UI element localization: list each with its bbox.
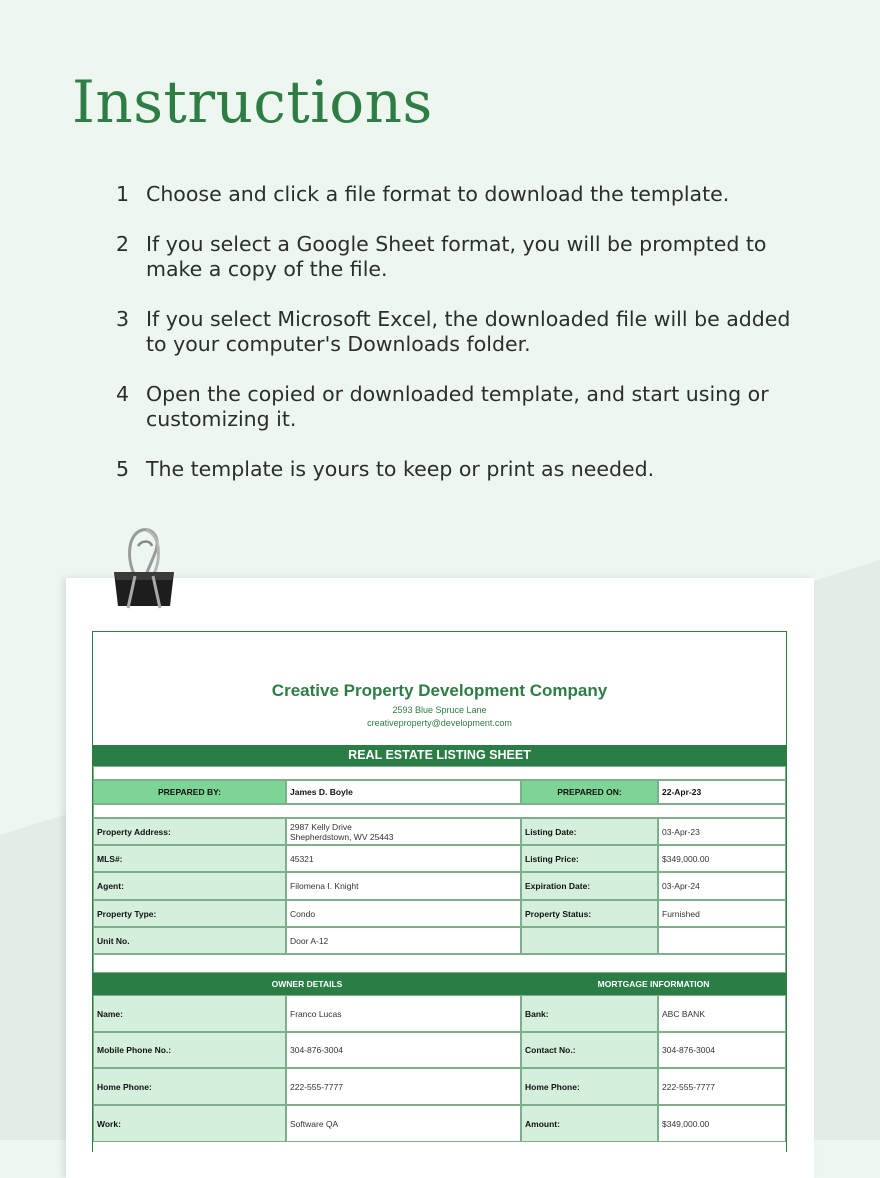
step-text: If you select Microsoft Excel, the downloaded file will be added to your computer's Downloads folder. bbox=[146, 307, 791, 356]
instruction-step bbox=[116, 457, 816, 482]
listing-sheet bbox=[92, 631, 787, 1152]
mortgage-info-header: MORTGAGE INFORMATION bbox=[521, 973, 786, 995]
instruction-step bbox=[116, 182, 816, 207]
mls-label: MLS#: bbox=[93, 845, 286, 872]
expiration-date-value: 03-Apr-24 bbox=[658, 872, 786, 900]
amount-value: $349,000.00 bbox=[658, 1105, 786, 1142]
instruction-step bbox=[116, 307, 816, 357]
company-name: Creative Property Development Company bbox=[271, 681, 608, 700]
mobile-phone-value: 304-876-3004 bbox=[286, 1032, 521, 1068]
expiration-date-label: Expiration Date: bbox=[521, 872, 658, 900]
contact-no-value: 304-876-3004 bbox=[658, 1032, 786, 1068]
page-title: Instructions bbox=[72, 68, 433, 136]
mls-value: 45321 bbox=[286, 845, 521, 872]
prepared-by-label: PREPARED BY: bbox=[93, 780, 286, 804]
step-text: Choose and click a file format to download the template. bbox=[146, 182, 730, 206]
bank-value: ABC BANK bbox=[658, 995, 786, 1032]
property-type-value: Condo bbox=[286, 900, 521, 927]
step-number: 4 bbox=[116, 382, 130, 406]
property-address-value bbox=[286, 818, 521, 845]
sheet-title-banner: REAL ESTATE LISTING SHEET bbox=[93, 745, 786, 766]
empty-value-cell bbox=[658, 927, 786, 954]
work-label: Work: bbox=[93, 1105, 286, 1142]
bank-home-phone-label: Home Phone: bbox=[521, 1068, 658, 1105]
agent-label: Agent: bbox=[93, 872, 286, 900]
mobile-phone-label: Mobile Phone No.: bbox=[93, 1032, 286, 1068]
step-text: The template is yours to keep or print as needed. bbox=[146, 457, 655, 481]
amount-label: Amount: bbox=[521, 1105, 658, 1142]
spacer-row bbox=[93, 766, 786, 780]
empty-label-cell bbox=[521, 927, 658, 954]
property-status-label: Property Status: bbox=[521, 900, 658, 927]
spacer-row bbox=[93, 804, 786, 818]
property-status-value: Furnished bbox=[658, 900, 786, 927]
work-value: Software QA bbox=[286, 1105, 521, 1142]
step-number: 1 bbox=[116, 182, 130, 206]
listing-price-value: $349,000.00 bbox=[658, 845, 786, 872]
step-number: 2 bbox=[116, 232, 130, 256]
property-address-line2: Shepherdstown, WV 25443 bbox=[290, 831, 394, 842]
listing-price-label: Listing Price: bbox=[521, 845, 658, 872]
prepared-by-value: James D. Boyle bbox=[286, 780, 521, 804]
bank-label: Bank: bbox=[521, 995, 658, 1032]
binder-clip-icon bbox=[108, 524, 180, 614]
property-type-label: Property Type: bbox=[93, 900, 286, 927]
bank-home-phone-value: 222-555-7777 bbox=[658, 1068, 786, 1105]
prepared-on-value: 22-Apr-23 bbox=[658, 780, 786, 804]
unit-label: Unit No. bbox=[93, 927, 286, 954]
step-number: 3 bbox=[116, 307, 130, 331]
unit-value: Door A-12 bbox=[286, 927, 521, 954]
company-address: 2593 Blue Spruce Lane bbox=[392, 705, 487, 715]
home-phone-value: 222-555-7777 bbox=[286, 1068, 521, 1105]
spacer-row bbox=[93, 954, 786, 973]
instruction-step bbox=[116, 382, 816, 432]
property-address-label: Property Address: bbox=[93, 818, 286, 845]
listing-date-label: Listing Date: bbox=[521, 818, 658, 845]
home-phone-label: Home Phone: bbox=[93, 1068, 286, 1105]
step-text: Open the copied or downloaded template, and start using or customizing it. bbox=[146, 382, 769, 431]
agent-value: Filomena I. Knight bbox=[286, 872, 521, 900]
prepared-on-label: PREPARED ON: bbox=[521, 780, 658, 804]
instruction-step bbox=[116, 232, 816, 282]
listing-date-value: 03-Apr-23 bbox=[658, 818, 786, 845]
instruction-list bbox=[116, 182, 816, 507]
owner-details-header: OWNER DETAILS bbox=[93, 973, 521, 995]
owner-name-value: Franco Lucas bbox=[286, 995, 521, 1032]
step-number: 5 bbox=[116, 457, 130, 481]
company-email: creativeproperty@development.com bbox=[367, 718, 512, 728]
owner-name-label: Name: bbox=[93, 995, 286, 1032]
step-text: If you select a Google Sheet format, you will be prompted to make a copy of the file. bbox=[146, 232, 767, 281]
property-address-line1: 2987 Kelly Drive bbox=[290, 821, 352, 832]
contact-no-label: Contact No.: bbox=[521, 1032, 658, 1068]
